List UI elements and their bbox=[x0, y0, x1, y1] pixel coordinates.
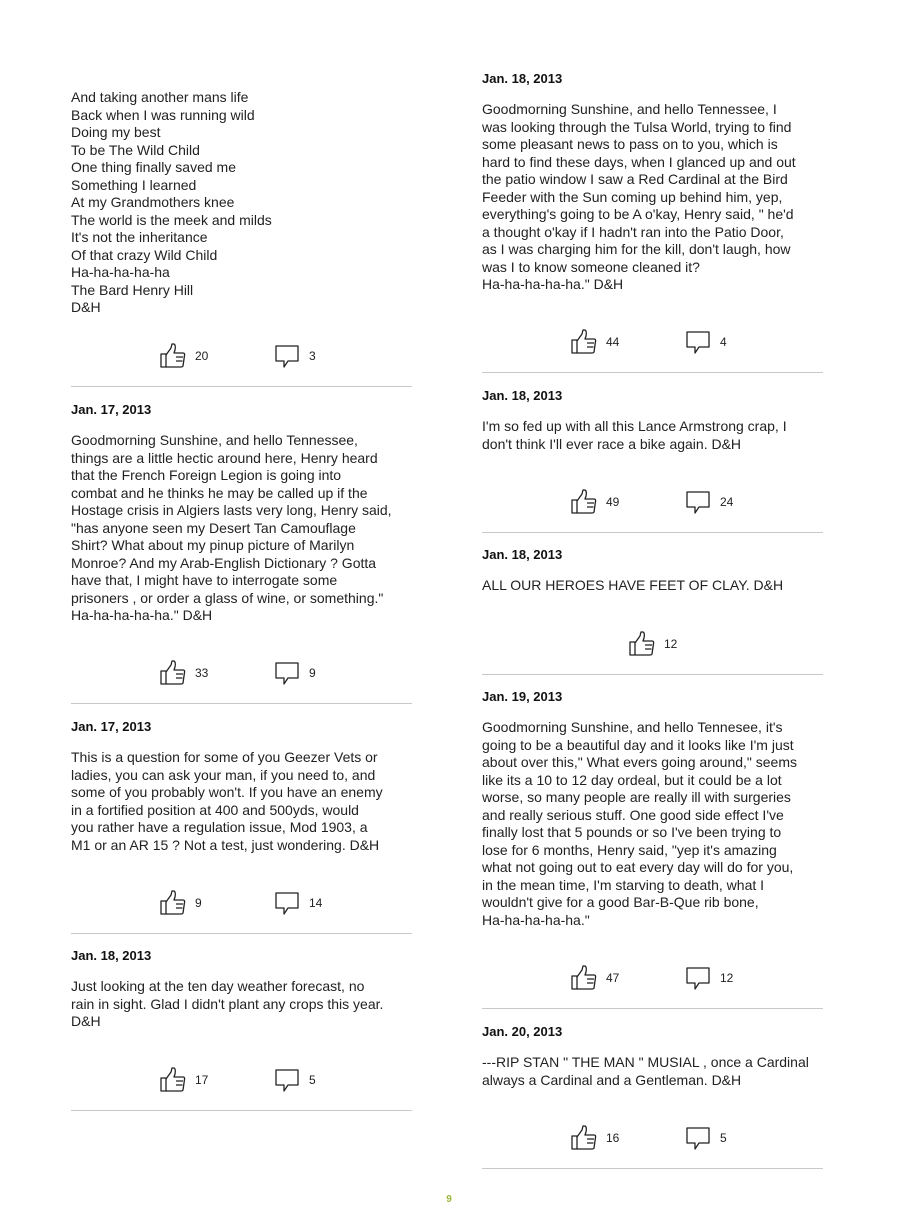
post-date: Jan. 20, 2013 bbox=[482, 1024, 563, 1039]
post-date: Jan. 18, 2013 bbox=[482, 71, 563, 86]
post-divider bbox=[482, 532, 823, 533]
like-button[interactable] bbox=[159, 658, 208, 688]
comment-count: 5 bbox=[309, 1073, 316, 1087]
post-date: Jan. 18, 2013 bbox=[482, 388, 563, 403]
post-stats bbox=[71, 658, 412, 688]
post-divider bbox=[71, 386, 412, 387]
comment-count: 9 bbox=[309, 666, 316, 680]
post-stats bbox=[482, 327, 823, 357]
post-body: And taking another mans life Back when I was running wild Doing my best To be The Wild Child One thing finally saved me Something I learned At my Grandmothers knee The world is the meek and milds It's not the inheritance Of that crazy Wild Child Ha-ha-ha-ha-ha The Bard Henry Hill D&H bbox=[71, 89, 272, 315]
like-count: 33 bbox=[195, 666, 209, 680]
like-count: 49 bbox=[606, 495, 620, 509]
post-stats bbox=[482, 963, 823, 993]
post-body: ---RIP STAN " THE MAN " MUSIAL , once a Cardinal always a Cardinal and a Gentleman. D&H bbox=[482, 1054, 809, 1088]
comment-bubble-icon bbox=[273, 659, 301, 687]
comment-bubble-icon bbox=[273, 1066, 301, 1094]
comment-bubble-icon bbox=[684, 1124, 712, 1152]
like-count: 47 bbox=[606, 971, 620, 985]
comment-bubble-icon bbox=[684, 488, 712, 516]
post-date: Jan. 18, 2013 bbox=[482, 547, 563, 562]
post-body: I'm so fed up with all this Lance Armstrong crap, I don't think I'll ever race a bike again. D&H bbox=[482, 418, 787, 452]
comment-count: 4 bbox=[720, 335, 727, 349]
post-divider bbox=[482, 1008, 823, 1009]
comment-bubble-icon bbox=[273, 889, 301, 917]
post-date: Jan. 17, 2013 bbox=[71, 719, 152, 734]
post-stats bbox=[71, 1065, 412, 1095]
like-count: 16 bbox=[606, 1131, 620, 1145]
comment-count: 3 bbox=[309, 349, 316, 363]
post-body: Just looking at the ten day weather forecast, no rain in sight. Glad I didn't plant any crops this year. D&H bbox=[71, 978, 384, 1029]
comment-button[interactable] bbox=[273, 341, 316, 371]
comment-button[interactable] bbox=[273, 658, 316, 688]
post-date: Jan. 17, 2013 bbox=[71, 402, 152, 417]
post-body: Goodmorning Sunshine, and hello Tennesee, it's going to be a beautiful day and it looks like I'm just about over this," What evers going around," seems like its a 10 to 12 day ordeal, but it could be a lot worse, so many people are really ill with surgeries and really serious stuff. One good side effect I've finally lost that 5 pounds or so I've been trying to lose for 6 months, Henry said, "yep it's amazing what not going out to eat every day will do for you, in the mean time, I'm starving to death, what I wouldn't give for a good Bar-B-Que rib bone, Ha-ha-ha-ha-ha." bbox=[482, 719, 797, 928]
comment-bubble-icon bbox=[684, 964, 712, 992]
thumbs-up-icon bbox=[570, 964, 598, 992]
like-button[interactable] bbox=[570, 1123, 619, 1153]
page-number: 9 bbox=[446, 1194, 452, 1205]
thumbs-up-icon bbox=[570, 1124, 598, 1152]
post-divider bbox=[482, 1168, 823, 1169]
like-button[interactable] bbox=[570, 327, 619, 357]
comment-button[interactable] bbox=[684, 487, 733, 517]
like-button[interactable] bbox=[159, 341, 208, 371]
comment-button[interactable] bbox=[684, 327, 727, 357]
post-body: ALL OUR HEROES HAVE FEET OF CLAY. D&H bbox=[482, 577, 784, 593]
thumbs-up-icon bbox=[159, 889, 187, 917]
comment-bubble-icon bbox=[684, 328, 712, 356]
comment-button[interactable] bbox=[273, 1065, 316, 1095]
like-count: 17 bbox=[195, 1073, 209, 1087]
thumbs-up-icon bbox=[159, 1066, 187, 1094]
post-stats bbox=[482, 1123, 823, 1153]
like-count: 9 bbox=[195, 896, 202, 910]
like-count: 20 bbox=[195, 349, 209, 363]
comment-count: 12 bbox=[720, 971, 734, 985]
comment-button[interactable] bbox=[273, 888, 322, 918]
post-divider bbox=[482, 674, 823, 675]
like-count: 12 bbox=[664, 637, 678, 651]
like-count: 44 bbox=[606, 335, 620, 349]
thumbs-up-icon bbox=[628, 630, 656, 658]
post-divider bbox=[482, 372, 823, 373]
post-divider bbox=[71, 933, 412, 934]
like-button[interactable] bbox=[628, 629, 677, 659]
post-stats bbox=[482, 629, 823, 659]
post-body: This is a question for some of you Geezer Vets or ladies, you can ask your man, if you need to, and some of you probably won't. If you have an enemy in a fortified position at 400 and 500yds, would you rather have a regulation issue, Mod 1903, a M1 or an AR 15 ? Not a test, just wondering. D&H bbox=[71, 749, 383, 853]
like-button[interactable] bbox=[159, 1065, 208, 1095]
post-stats bbox=[482, 487, 823, 517]
like-button[interactable] bbox=[570, 487, 619, 517]
thumbs-up-icon bbox=[570, 328, 598, 356]
like-button[interactable] bbox=[570, 963, 619, 993]
comment-bubble-icon bbox=[273, 342, 301, 370]
comment-button[interactable] bbox=[684, 1123, 727, 1153]
post-stats bbox=[71, 341, 412, 371]
post-body: Goodmorning Sunshine, and hello Tennessee, things are a little hectic around here, Henry heard that the French Foreign Legion is going into combat and he thinks he may be called up if the Hostage crisis in Algiers lasts very long, Henry said, "has anyone seen my Desert Tan Camouflage Shirt? What about my pinup picture of Marilyn Monroe? And my Arab-English Dictionary ? Gotta have that, I might have to interrogate some prisoners , or order a glass of wine, or something." Ha-ha-ha-ha-ha." D&H bbox=[71, 432, 392, 623]
post-body: Goodmorning Sunshine, and hello Tennessee, I was looking through the Tulsa World, trying to find some pleasant news to pass on to you, which is hard to find these days, when I glanced up and out the patio window I saw a Red Cardinal at the Bird Feeder with the Sun coming up behind him, yep, everything's going to be A o'kay, Henry said, " he'd a thought o'kay if I hadn't ran into the Patio Door, as I was charging him for the kill, don't laugh, how was I to know someone cleaned it? Ha-ha-ha-ha-ha." D&H bbox=[482, 101, 796, 292]
thumbs-up-icon bbox=[570, 488, 598, 516]
post-divider bbox=[71, 1110, 412, 1111]
thumbs-up-icon bbox=[159, 342, 187, 370]
comment-count: 24 bbox=[720, 495, 734, 509]
comment-button[interactable] bbox=[684, 963, 733, 993]
post-stats bbox=[71, 888, 412, 918]
post-date: Jan. 18, 2013 bbox=[71, 948, 152, 963]
thumbs-up-icon bbox=[159, 659, 187, 687]
comment-count: 5 bbox=[720, 1131, 727, 1145]
post-date: Jan. 19, 2013 bbox=[482, 689, 563, 704]
post-divider bbox=[71, 703, 412, 704]
comment-count: 14 bbox=[309, 896, 323, 910]
like-button[interactable] bbox=[159, 888, 202, 918]
